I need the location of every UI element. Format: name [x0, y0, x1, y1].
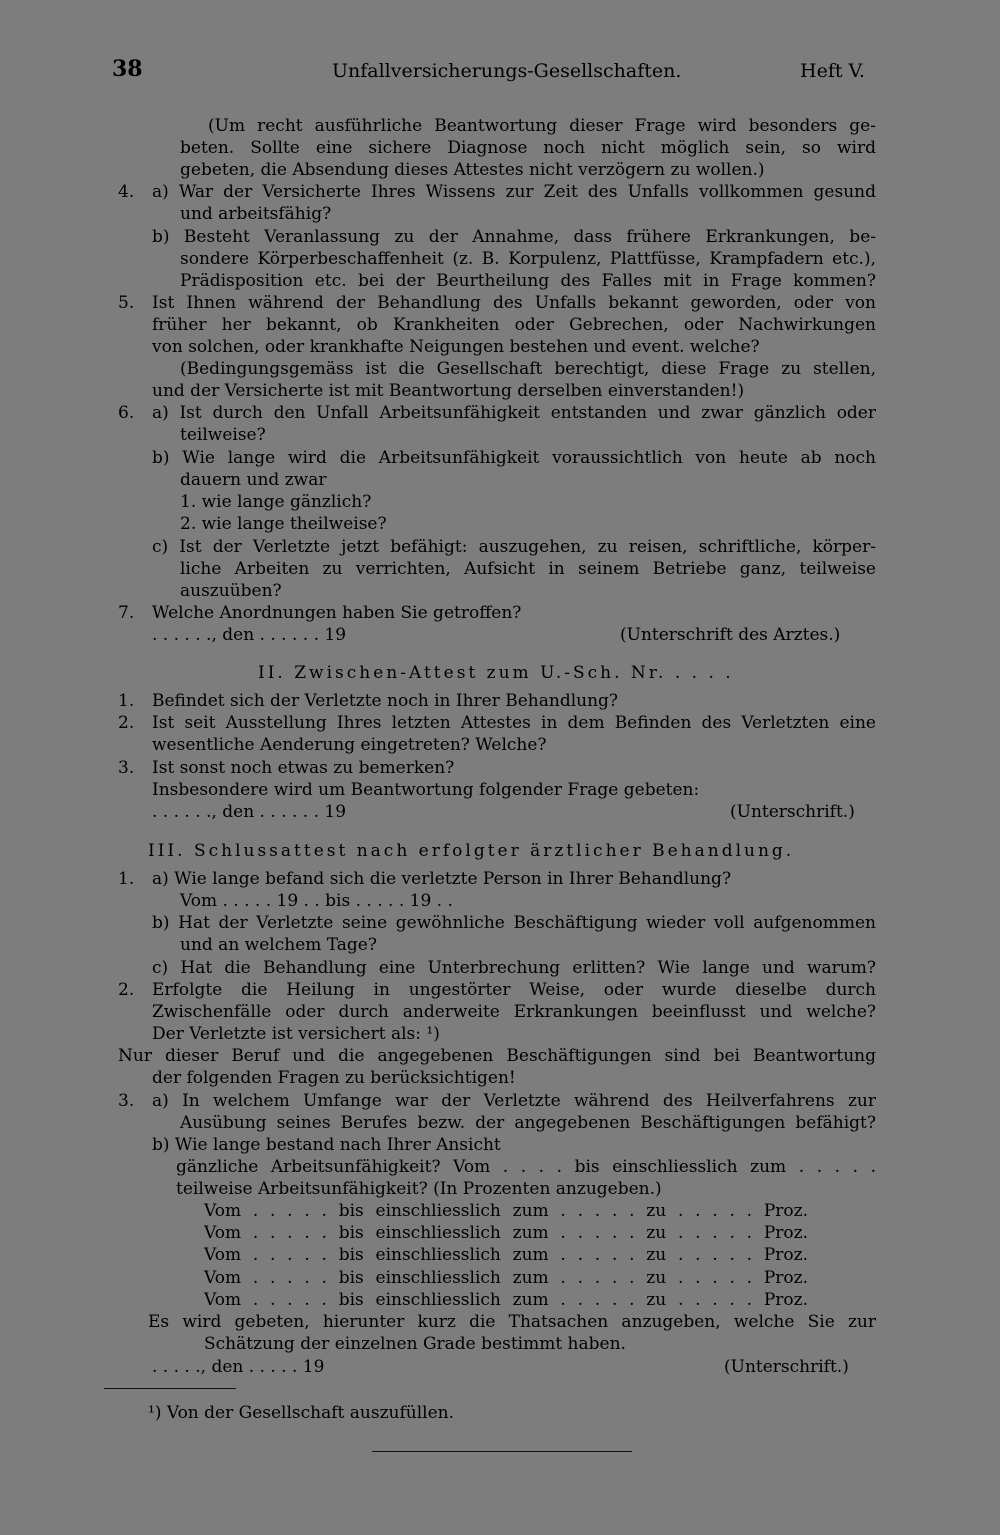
- text-line: b) Hat der Verletzte seine gewöhnliche Beschäftigung wieder voll aufgenommen: [152, 913, 876, 933]
- item-number: 1.: [118, 869, 135, 889]
- text-line: Ist sonst noch etwas zu bemerken?: [152, 758, 455, 778]
- text-line: Welche Anordnungen haben Sie getroffen?: [152, 603, 522, 623]
- text-line: Ist Ihnen während der Behandlung des Unfalls bekannt geworden, oder von: [152, 293, 876, 313]
- text-line: (Unterschrift.): [730, 802, 855, 822]
- text-line: Vom . . . . . bis einschliesslich zum . . . . . zu . . . . . Proz.: [204, 1268, 808, 1288]
- text-line: dauern und zwar: [180, 470, 327, 490]
- text-line: Ist seit Ausstellung Ihres letzten Attestes in dem Befinden des Verletzten eine: [152, 713, 876, 733]
- item-number: 6.: [118, 403, 135, 423]
- text-line: (Um recht ausführliche Beantwortung dieser Frage wird besonders ge-: [208, 116, 876, 136]
- text-line: a) Wie lange befand sich die verletzte Person in Ihrer Behandlung?: [152, 869, 732, 889]
- text-line: b) Wie lange bestand nach Ihrer Ansicht: [152, 1135, 501, 1155]
- text-line: Zwischenfälle oder durch anderweite Erkrankungen beeinflusst und welche?: [152, 1002, 876, 1022]
- text-line: Ausübung seines Berufes bezw. der angegebenen Beschäftigungen befähigt?: [180, 1113, 876, 1133]
- item-number: 3.: [118, 758, 135, 778]
- text-line: liche Arbeiten zu verrichten, Aufsicht in seinem Betriebe ganz, teilweise: [180, 559, 876, 579]
- section-heading: III. Schlussattest nach erfolgter ärztlicher Behandlung.: [148, 841, 795, 861]
- item-number: 3.: [118, 1091, 135, 1111]
- text-line: Nur dieser Beruf und die angegebenen Beschäftigungen sind bei Beantwortung: [118, 1046, 876, 1066]
- text-line: gebeten, die Absendung dieses Attestes nicht verzögern zu wollen.): [180, 160, 765, 180]
- text-line: wesentliche Aenderung eingetreten? Welche?: [152, 735, 547, 755]
- text-line: Prädisposition etc. bei der Beurtheilung des Falles mit in Frage kommen?: [180, 271, 876, 291]
- text-line: a) War der Versicherte Ihres Wissens zur Zeit des Unfalls vollkommen gesund: [152, 182, 876, 202]
- end-rule: [372, 1451, 632, 1452]
- footnote-rule: [104, 1388, 236, 1389]
- issue-label: Heft V.: [800, 60, 865, 82]
- text-line: Vom . . . . . 19 . . bis . . . . . 19 . .: [180, 891, 453, 911]
- text-line: . . . . . ., den . . . . . . 19: [152, 625, 347, 645]
- text-line: teilweise Arbeitsunfähigkeit? (In Prozenten anzugeben.): [176, 1179, 662, 1199]
- text-line: . . . . . ., den . . . . . . 19: [152, 802, 347, 822]
- text-line: beten. Sollte eine sichere Diagnose noch nicht möglich sein, so wird: [180, 138, 876, 158]
- text-line: auszuüben?: [180, 581, 282, 601]
- text-line: der folgenden Fragen zu berücksichtigen!: [152, 1068, 516, 1088]
- footnote: ¹) Von der Gesellschaft auszufüllen.: [148, 1403, 455, 1423]
- text-line: und arbeitsfähig?: [180, 204, 332, 224]
- text-line: 2. wie lange theilweise?: [180, 514, 387, 534]
- text-line: c) Hat die Behandlung eine Unterbrechung erlitten? Wie lange und warum?: [152, 958, 876, 978]
- text-line: (Bedingungsgemäss ist die Gesellschaft berechtigt, diese Frage zu stellen,: [180, 359, 876, 379]
- text-line: teilweise?: [180, 425, 266, 445]
- item-number: 5.: [118, 293, 135, 313]
- text-line: früher her bekannt, ob Krankheiten oder Gebrechen, oder Nachwirkungen: [152, 315, 876, 335]
- text-line: Vom . . . . . bis einschliesslich zum . . . . . zu . . . . . Proz.: [204, 1223, 808, 1243]
- text-line: Es wird gebeten, hierunter kurz die Thatsachen anzugeben, welche Sie zur: [148, 1312, 876, 1332]
- item-number: 2.: [118, 713, 135, 733]
- running-title: Unfallversicherungs-Gesellschaften.: [332, 60, 682, 82]
- text-line: Schätzung der einzelnen Grade bestimmt haben.: [204, 1334, 626, 1354]
- page-number: 38: [112, 56, 143, 82]
- text-line: sondere Körperbeschaffenheit (z. B. Korpulenz, Plattfüsse, Krampfadern etc.),: [180, 249, 876, 269]
- text-line: b) Wie lange wird die Arbeitsunfähigkeit voraussichtlich von heute ab noch: [152, 448, 876, 468]
- text-line: Vom . . . . . bis einschliesslich zum . . . . . zu . . . . . Proz.: [204, 1245, 808, 1265]
- item-number: 1.: [118, 691, 135, 711]
- item-number: 2.: [118, 980, 135, 1000]
- text-line: (Unterschrift.): [724, 1357, 849, 1377]
- text-line: b) Besteht Veranlassung zu der Annahme, dass frühere Erkrankungen, be-: [152, 227, 876, 247]
- section-heading: II. Zwischen-Attest zum U.-Sch. Nr. . . . .: [258, 663, 734, 683]
- text-line: c) Ist der Verletzte jetzt befähigt: auszugehen, zu reisen, schriftliche, körper-: [152, 537, 876, 557]
- text-line: und an welchem Tage?: [180, 935, 377, 955]
- text-line: 1. wie lange gänzlich?: [180, 492, 372, 512]
- text-line: a) In welchem Umfange war der Verletzte während des Heilverfahrens zur: [152, 1091, 876, 1111]
- text-line: Der Verletzte ist versichert als: ¹): [152, 1024, 440, 1044]
- text-line: Insbesondere wird um Beantwortung folgender Frage gebeten:: [152, 780, 700, 800]
- item-number: 7.: [118, 603, 135, 623]
- text-line: Erfolgte die Heilung in ungestörter Weise, oder wurde dieselbe durch: [152, 980, 876, 1000]
- item-number: 4.: [118, 182, 135, 202]
- text-line: von solchen, oder krankhafte Neigungen bestehen und event. welche?: [152, 337, 760, 357]
- text-line: gänzliche Arbeitsunfähigkeit? Vom . . . . bis einschliesslich zum . . . . .: [176, 1157, 876, 1177]
- text-line: und der Versicherte ist mit Beantwortung derselben einverstanden!): [152, 381, 745, 401]
- text-line: a) Ist durch den Unfall Arbeitsunfähigkeit entstanden und zwar gänzlich oder: [152, 403, 876, 423]
- text-line: . . . . ., den . . . . . 19: [152, 1357, 325, 1377]
- text-line: Vom . . . . . bis einschliesslich zum . . . . . zu . . . . . Proz.: [204, 1290, 808, 1310]
- text-line: Vom . . . . . bis einschliesslich zum . . . . . zu . . . . . Proz.: [204, 1201, 808, 1221]
- text-line: Befindet sich der Verletzte noch in Ihrer Behandlung?: [152, 691, 619, 711]
- text-line: (Unterschrift des Arztes.): [620, 625, 841, 645]
